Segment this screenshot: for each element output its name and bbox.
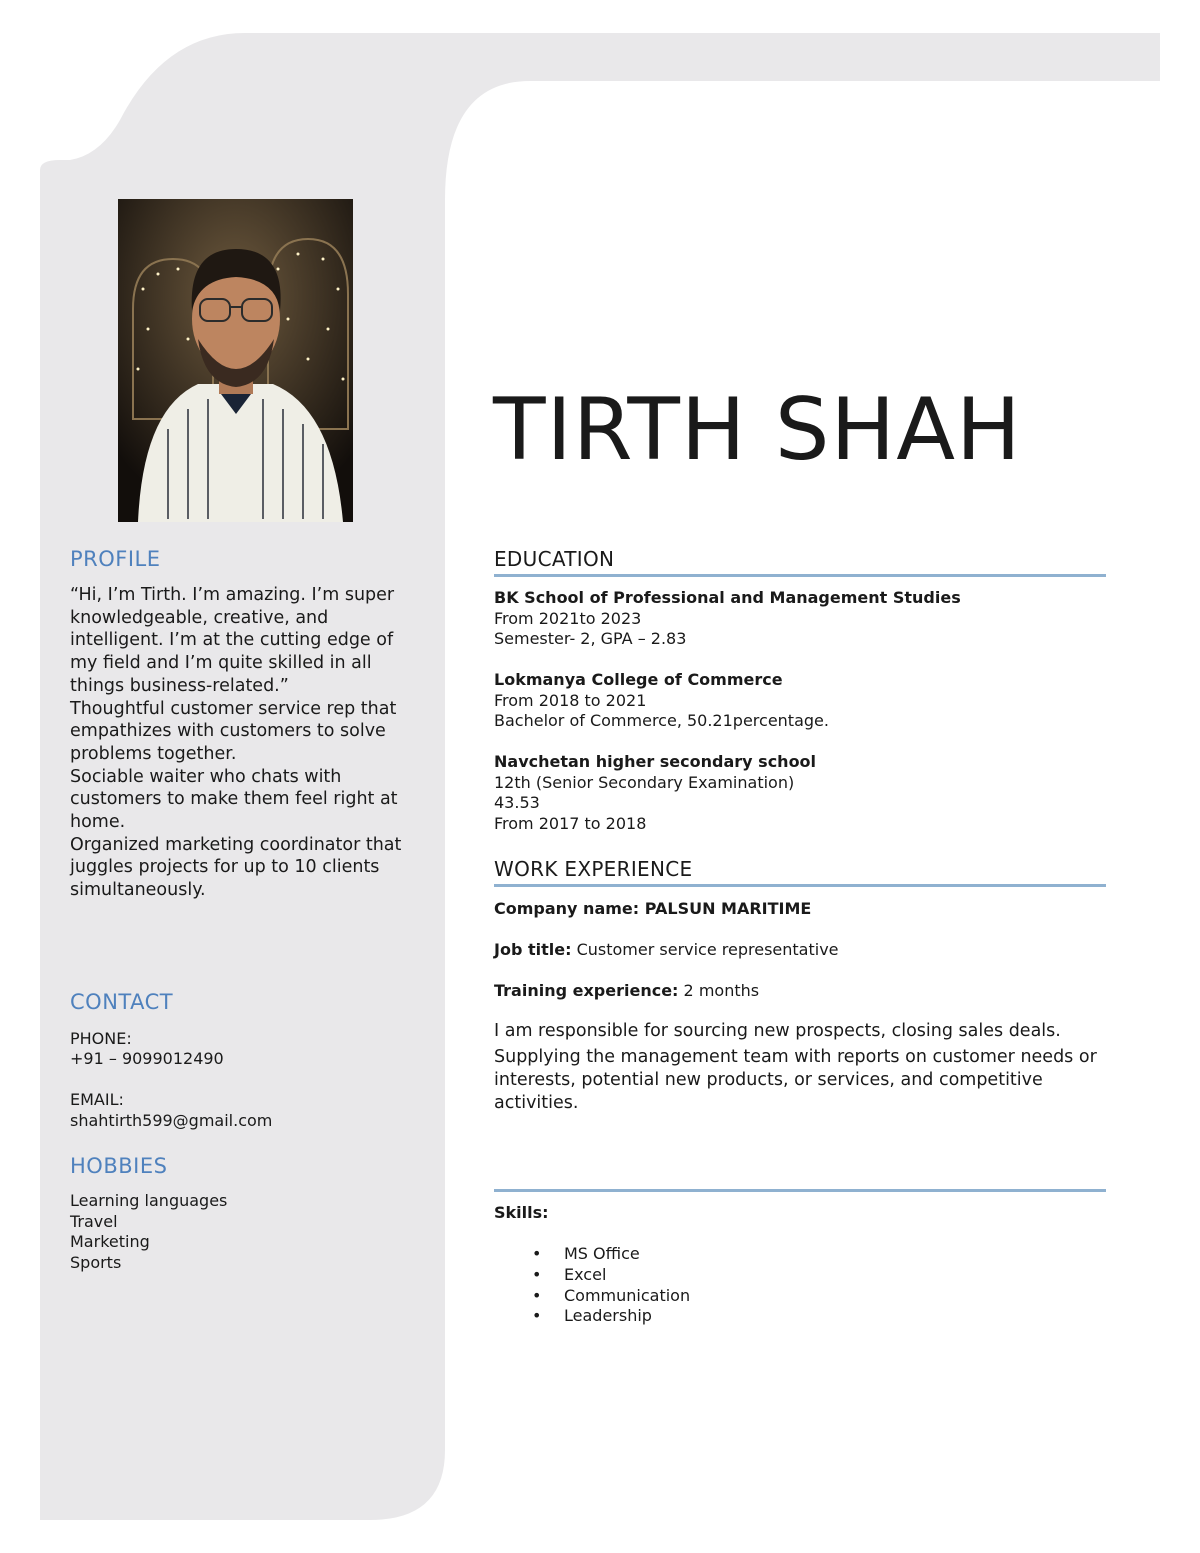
school-name: BK School of Professional and Management Studies	[494, 588, 961, 607]
company-name	[494, 899, 811, 919]
skill-label: Leadership	[564, 1306, 652, 1326]
profile-paragraph: Thoughtful customer service rep that empathizes with customers to solve problems together.	[70, 698, 397, 764]
education-entry	[494, 588, 961, 650]
training-label: Training experience:	[494, 981, 679, 1000]
section-divider	[494, 1189, 1106, 1192]
education-detail: Bachelor of Commerce, 50.21percentage.	[494, 711, 829, 730]
skill-item	[494, 1286, 690, 1307]
education-detail: From 2018 to 2021	[494, 690, 647, 710]
profile-paragraph: Organized marketing coordinator that juggles projects for up to 10 clients simultaneously.	[70, 834, 402, 901]
school-name: Navchetan higher secondary school	[494, 752, 817, 771]
bullet-icon: •	[532, 1306, 542, 1326]
education-entry	[494, 752, 816, 834]
education-detail: 43.53	[494, 793, 540, 812]
work-description-paragraph: I am responsible for sourcing new prospects, closing sales deals.	[494, 1021, 1061, 1041]
training-experience	[494, 981, 759, 1001]
skill-item	[494, 1244, 690, 1265]
education-detail: 12th (Senior Secondary Examination)	[494, 772, 795, 792]
skill-item	[494, 1306, 690, 1327]
profile-paragraph: “Hi, I’m Tirth. I’m amazing. I’m super knowledgeable, creative, and intelligent. I’m at the cutting edge of my field and I’m quite skilled in all things business-related.”	[70, 585, 395, 696]
bullet-icon: •	[532, 1285, 542, 1305]
skills-heading: Skills:	[494, 1203, 549, 1222]
profile-photo	[118, 199, 353, 522]
hobby-item: Marketing	[70, 1232, 150, 1251]
email-address: shahtirth599@gmail.com	[70, 1111, 273, 1130]
skill-label: Communication	[564, 1285, 691, 1305]
hobbies-list	[70, 1191, 227, 1273]
education-detail: Semester- 2, GPA – 2.83	[494, 629, 687, 648]
contact-heading: CONTACT	[70, 990, 174, 1014]
job-title-label: Job title:	[494, 940, 572, 959]
education-heading: EDUCATION	[494, 547, 615, 571]
profile-summary	[70, 584, 410, 902]
work-experience-heading: WORK EXPERIENCE	[494, 857, 693, 881]
work-description	[494, 1020, 1106, 1115]
profile-paragraph: Sociable waiter who chats with customers to make them feel right at home.	[70, 766, 398, 833]
profile-heading: PROFILE	[70, 547, 161, 571]
company-label: Company name: PALSUN MARITIME	[494, 899, 812, 918]
hobby-item: Learning languages	[70, 1191, 228, 1210]
job-title-value: Customer service representative	[576, 940, 839, 959]
training-value: 2 months	[683, 981, 760, 1000]
education-entry	[494, 670, 829, 732]
email-label: EMAIL:	[70, 1090, 124, 1109]
section-divider	[494, 574, 1106, 577]
work-description-paragraph: Supplying the management team with reports on customer needs or interests, potential new products, or services, and competitive activities.	[494, 1047, 1097, 1113]
hobbies-heading: HOBBIES	[70, 1154, 168, 1178]
job-title	[494, 940, 839, 960]
education-detail: From 2017 to 2018	[494, 813, 647, 833]
section-divider	[494, 884, 1106, 887]
skill-label: Excel	[564, 1264, 607, 1284]
bullet-icon: •	[532, 1264, 542, 1284]
skill-item	[494, 1265, 690, 1286]
hobby-item: Sports	[70, 1252, 122, 1272]
phone-number: +91 – 9099012490	[70, 1049, 224, 1068]
education-detail: From 2021to 2023	[494, 608, 642, 628]
skills-list	[494, 1244, 690, 1327]
skill-label: MS Office	[564, 1244, 640, 1263]
hobby-item: Travel	[70, 1211, 118, 1231]
phone-label: PHONE:	[70, 1029, 132, 1048]
school-name: Lokmanya College of Commerce	[494, 670, 783, 689]
bullet-icon: •	[532, 1244, 542, 1263]
candidate-name: TIRTH SHAH	[493, 380, 1022, 480]
